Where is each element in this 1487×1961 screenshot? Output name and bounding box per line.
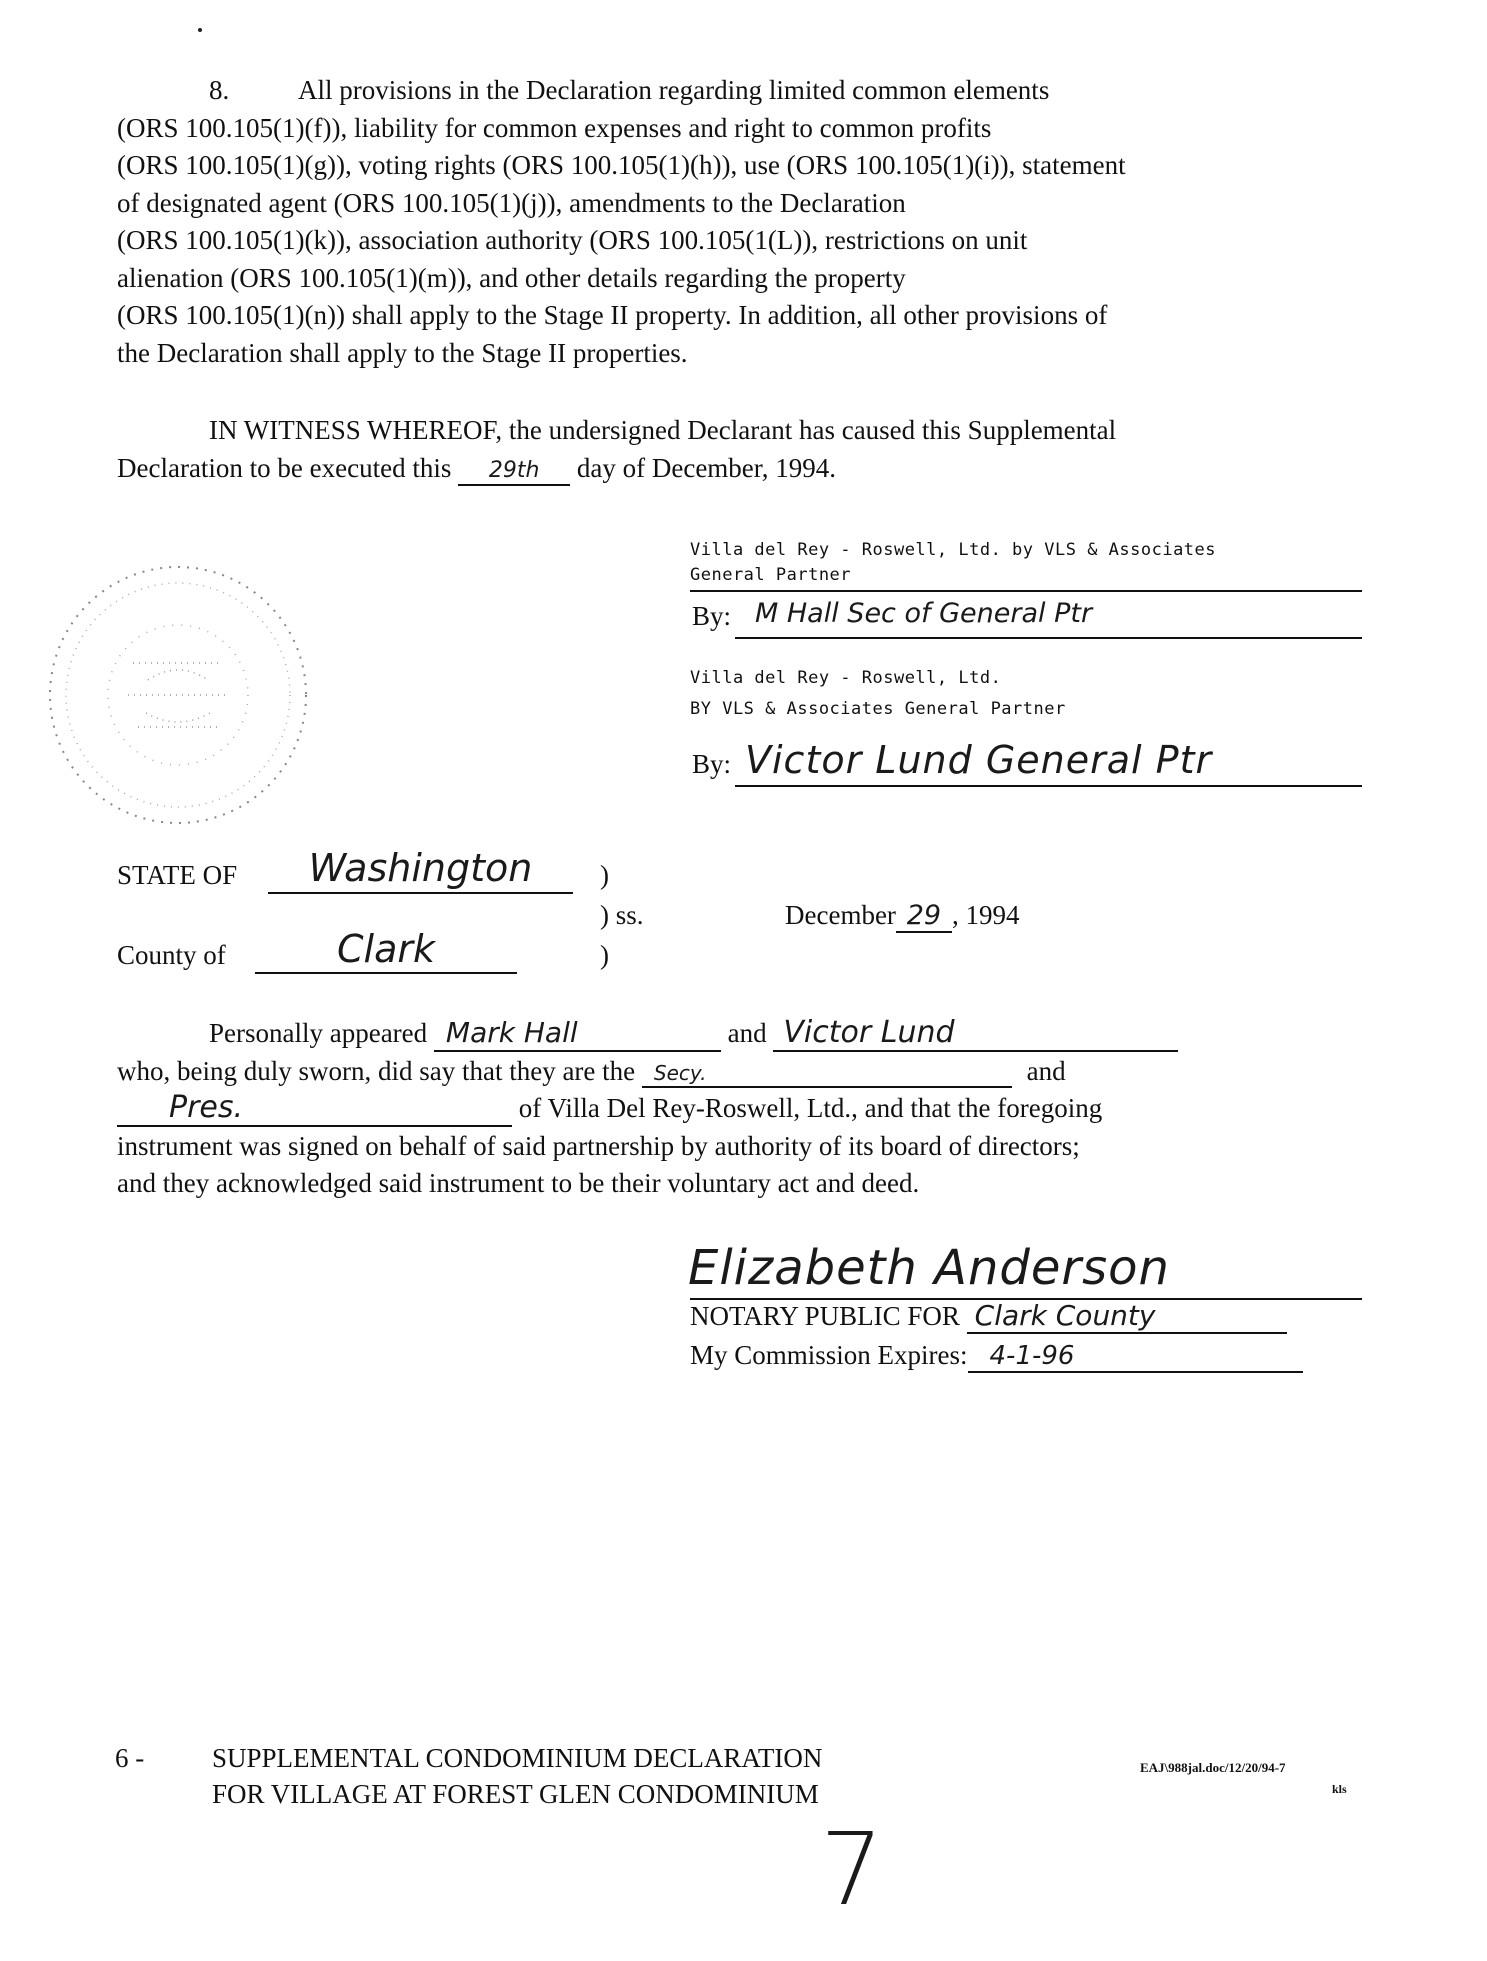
state-label: STATE OF <box>117 860 238 890</box>
acknowledgment <box>117 1015 1367 1203</box>
handwritten-page-number: 7 <box>820 1811 884 1928</box>
signature-1: M Hall Sec of General Ptr <box>755 598 1093 629</box>
ack-text: instrument was signed on behalf of said partnership by authority of its board of directors; <box>117 1130 1080 1161</box>
entity-line: Villa del Rey - Roswell, Ltd. by VLS & Associates <box>690 540 1217 560</box>
date-day: 29 <box>896 900 952 933</box>
entity-line: BY VLS & Associates General Partner <box>690 699 1066 719</box>
person-2: Victor Lund <box>773 1016 1178 1052</box>
commission-expires: 4-1-96 <box>968 1341 1303 1373</box>
witness-line: IN WITNESS WHEREOF, the undersigned Declarant has caused this Supplemental <box>209 415 1117 445</box>
venue-ss: ) ss. <box>600 900 644 930</box>
footer-title-line: SUPPLEMENTAL CONDOMINIUM DECLARATION <box>212 1743 823 1773</box>
signature-block-1 <box>690 538 1370 588</box>
notary-signature-line <box>690 1298 1362 1300</box>
section-line: (ORS 100.105(1)(f)), liability for common expenses and right to common profits <box>117 112 992 143</box>
signature-block-2 <box>690 663 1370 725</box>
section-line: the Declaration shall apply to the Stage II properties. <box>117 337 688 368</box>
witness-text: Declaration to be executed this <box>117 452 452 483</box>
state-value: Washington <box>268 844 573 894</box>
witness-clause <box>117 412 1367 487</box>
ack-text: and they acknowledged said instrument to be their voluntary act and deed. <box>117 1168 920 1198</box>
title-2: Pres. <box>117 1091 512 1127</box>
footer-page-number: 6 - <box>115 1743 145 1773</box>
signature-line <box>735 785 1362 787</box>
stray-dot <box>198 28 202 32</box>
ack-text: and <box>727 1018 767 1048</box>
section-line: of designated agent (ORS 100.105(1)(j)), amendments to the Declaration <box>117 187 906 218</box>
section-line: alienation (ORS 100.105(1)(m)), and other details regarding the property <box>117 262 906 293</box>
section-line: (ORS 100.105(1)(k)), association authority (ORS 100.105(1(L)), restrictions on unit <box>117 225 1028 255</box>
notary-signature: Elizabeth Anderson <box>688 1240 1170 1296</box>
commission-label: My Commission Expires: <box>690 1340 968 1370</box>
by-label: By: <box>692 749 732 779</box>
commission-line <box>690 1340 1303 1373</box>
venue-paren: ) <box>600 860 609 890</box>
section-line: (ORS 100.105(1)(n)) shall apply to the Stage II property. In addition, all other provisions of <box>117 300 1108 330</box>
witness-text: day of December, 1994. <box>576 452 836 483</box>
signature-line <box>735 637 1362 639</box>
footer-doc-ref: EAJ\988jal.doc/12/20/94-7 <box>1140 1760 1286 1775</box>
ack-text: who, being duly sworn, did say that they are the <box>117 1055 636 1086</box>
section-8 <box>117 72 1367 372</box>
footer-initials: kls <box>1332 1782 1347 1796</box>
ack-text: Personally appeared <box>209 1018 428 1048</box>
notary-public-line <box>690 1300 1287 1334</box>
ack-text: of Villa Del Rey-Roswell, Ltd., and that the foregoing <box>518 1093 1103 1123</box>
footer-title <box>212 1740 822 1812</box>
title-1: Secy. <box>642 1060 1012 1088</box>
signature-2: Victor Lund General Ptr <box>745 738 1213 782</box>
notary-seal <box>28 545 328 845</box>
section-line: All provisions in the Declaration regarding limited common elements <box>298 75 1050 105</box>
county-label: County of <box>117 940 226 970</box>
venue-paren: ) <box>600 940 609 970</box>
venue-date <box>785 900 1019 933</box>
section-line: (ORS 100.105(1)(g)), voting rights (ORS 100.105(1)(h)), use (ORS 100.105(1)(i)), statement <box>117 150 1126 180</box>
notary-public-label: NOTARY PUBLIC FOR <box>690 1301 960 1331</box>
signature-block-divider <box>690 590 1362 592</box>
ack-text: and <box>1026 1055 1066 1086</box>
witness-day-handwritten: 29th <box>458 458 570 486</box>
date-year: , 1994 <box>951 900 1020 930</box>
county-value: Clark <box>255 926 517 974</box>
person-1: Mark Hall <box>434 1016 721 1052</box>
entity-line: Villa del Rey - Roswell, Ltd. <box>690 668 1002 688</box>
entity-line: General Partner <box>690 565 852 585</box>
by-label: By: <box>692 601 732 631</box>
notary-county: Clark County <box>967 1300 1287 1334</box>
section-number: 8. <box>209 75 230 105</box>
footer-title-line: FOR VILLAGE AT FOREST GLEN CONDOMINIUM <box>212 1779 819 1809</box>
date-label: December <box>785 900 896 930</box>
